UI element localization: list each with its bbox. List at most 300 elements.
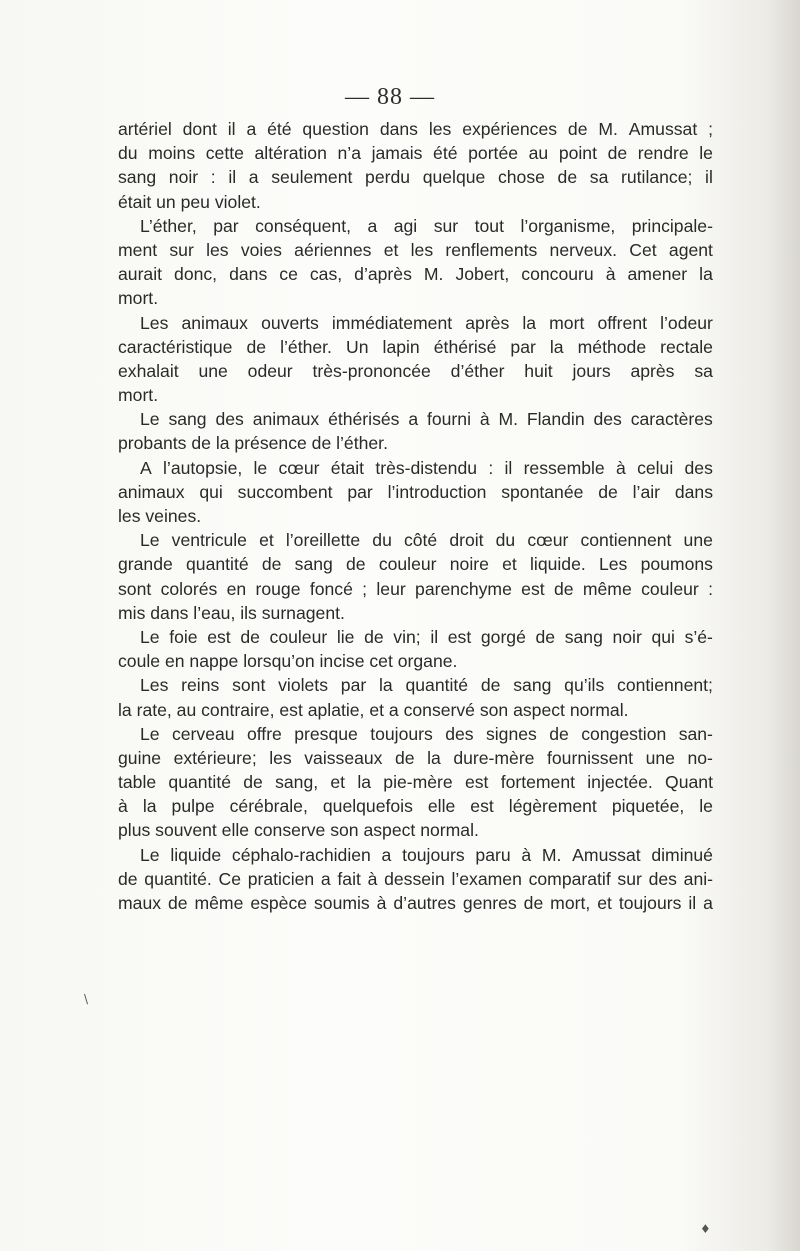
line-text (118, 165, 713, 189)
text-line (118, 262, 713, 286)
word: grande (118, 554, 173, 575)
word: agi (393, 215, 418, 236)
word: rendre (637, 143, 689, 164)
word: rectale (660, 336, 713, 357)
word: d’après (354, 264, 412, 285)
word: artériel (118, 119, 172, 139)
word: de (364, 626, 384, 647)
word: animaux (252, 409, 320, 430)
word: à (521, 844, 532, 865)
word: de (553, 578, 574, 599)
word: Quant (665, 772, 713, 793)
word: no- (687, 747, 713, 768)
word: de (567, 119, 588, 139)
text-line (118, 843, 713, 867)
word: pulpe (171, 796, 215, 817)
word: contiennent; (617, 675, 713, 696)
text-line (118, 456, 713, 480)
word: en (226, 578, 247, 599)
page-number: — 88 — (345, 84, 435, 110)
word: animaux (181, 312, 248, 333)
word: Le (140, 530, 160, 551)
word: mort, (550, 893, 591, 913)
text-line (118, 214, 713, 238)
line-text (118, 770, 713, 794)
word: genres (462, 893, 517, 913)
word: il (688, 893, 697, 913)
word: Le (140, 626, 160, 647)
word: renflements (445, 239, 538, 260)
word: à (367, 868, 378, 889)
text-line (118, 190, 713, 214)
line-text (118, 867, 713, 891)
word: dure-mère (453, 747, 535, 768)
line-text (118, 891, 713, 915)
line-text: mort. (118, 288, 159, 309)
word: très-distendu (375, 457, 478, 478)
word: Les (140, 312, 169, 333)
word: san- (678, 723, 713, 744)
word: cérébrale, (229, 796, 308, 817)
word: du (118, 143, 138, 164)
word: une (683, 530, 713, 551)
word: conséquent, (255, 215, 351, 236)
word: pie-mère (383, 772, 453, 793)
word: à (118, 796, 128, 817)
word: éthérisés (328, 409, 400, 430)
word: portée (468, 143, 519, 164)
text-line (118, 867, 713, 891)
word: Amussat (572, 844, 641, 865)
word: Le (140, 409, 160, 430)
word: cœur (278, 457, 320, 478)
word: et (502, 554, 517, 575)
word: : (708, 578, 713, 599)
word: offre (246, 723, 282, 744)
text-line (118, 649, 713, 673)
word: sa (589, 167, 609, 188)
word: de (557, 167, 578, 188)
text-line (118, 794, 713, 818)
word: celui (637, 457, 674, 478)
word: M. (541, 844, 562, 865)
word: les (410, 239, 434, 260)
word: congestion (581, 723, 667, 744)
word: et (330, 772, 346, 793)
word: les (206, 239, 229, 260)
line-text: la rate, au contraire, est aplatie, et a conservé son aspect normal. (118, 699, 629, 720)
word: quantité (168, 772, 232, 793)
word: a (246, 119, 257, 139)
word: exhalait (118, 360, 179, 381)
word: signes (485, 723, 537, 744)
word: comparatif (528, 868, 611, 889)
line-text (140, 625, 713, 649)
word: qui (651, 626, 675, 647)
line-text: plus souvent elle conserve son aspect normal. (118, 820, 479, 841)
word: de (243, 772, 263, 793)
word: à (479, 409, 490, 430)
word: colorés (160, 578, 218, 599)
word: nerveux. (549, 239, 618, 260)
word: jamais (371, 143, 423, 164)
word: cas, (309, 264, 343, 285)
word: agent (668, 239, 713, 260)
word: sang (118, 167, 157, 188)
word: soumis (313, 893, 370, 913)
word: méthode (577, 336, 647, 357)
word: table (118, 772, 157, 793)
word: diminué (651, 844, 713, 865)
word: de (598, 481, 618, 502)
text-line (118, 335, 713, 359)
line-text (118, 335, 713, 359)
word: seulement (271, 167, 353, 188)
word: couleur (378, 554, 437, 575)
word: l’odeur (660, 312, 713, 333)
line-text (140, 722, 713, 746)
word: ressemble (523, 457, 605, 478)
text-line (118, 528, 713, 552)
word: il (705, 167, 713, 188)
word: Un (345, 336, 369, 357)
word: noir (612, 626, 642, 647)
word: contiennent (580, 530, 672, 551)
word: dans (379, 119, 418, 139)
word: fortement (500, 772, 576, 793)
word: parenchyme (415, 578, 512, 599)
word: le (253, 457, 268, 478)
word: de (535, 626, 556, 647)
word: de (549, 723, 569, 744)
word: ; (708, 119, 713, 139)
text-line (118, 286, 713, 310)
word: de (480, 675, 501, 696)
word: a (367, 215, 378, 236)
word: Jobert, (455, 264, 510, 285)
text-line (118, 165, 713, 189)
word: succombent (237, 481, 333, 502)
line-text (118, 262, 713, 286)
word: sont (232, 675, 266, 696)
word: rouge (255, 578, 301, 599)
text-line (118, 311, 713, 335)
word: sang (564, 626, 603, 647)
word: dessein (384, 868, 445, 889)
text-line (118, 552, 713, 576)
word: l’organisme, (520, 215, 616, 236)
word: est (207, 626, 231, 647)
word: une (198, 360, 228, 381)
word: d’éther (450, 360, 505, 381)
word: sur (169, 239, 194, 260)
word: L’éther, (140, 215, 197, 236)
word: liquide. (530, 554, 586, 575)
line-text: les veines. (118, 506, 202, 526)
word: il (228, 167, 237, 188)
word: ventricule (171, 530, 247, 551)
word: concouru (521, 264, 594, 285)
word: question (302, 119, 369, 139)
word: M. (423, 264, 444, 285)
word: été (433, 143, 458, 164)
word: gorgé (480, 626, 526, 647)
line-text (140, 673, 713, 697)
word: la (379, 675, 393, 696)
word: elle (427, 796, 456, 817)
word: caractères (630, 409, 713, 430)
word: par (340, 675, 367, 696)
word: une (645, 747, 675, 768)
word: poumons (640, 554, 713, 575)
word: du (372, 530, 392, 551)
word: des (648, 868, 677, 889)
line-text: mis dans l’eau, ils surnagent. (118, 602, 345, 623)
word: ment (118, 239, 158, 260)
word: vin; (393, 626, 421, 647)
word: la (142, 796, 157, 817)
word: quantité. (144, 868, 212, 889)
word: qu’ils (564, 675, 605, 696)
line-text (118, 141, 713, 165)
word: praticien (247, 868, 315, 889)
word: chose (497, 167, 545, 188)
word: Les (140, 675, 169, 696)
word: de (261, 554, 282, 575)
word: côté (403, 530, 438, 551)
text-line (118, 625, 713, 649)
text-line (118, 480, 713, 504)
line-text: mort. (118, 385, 159, 406)
word: animaux (118, 481, 185, 502)
word: paru (475, 844, 511, 865)
text-line (118, 698, 713, 722)
word: par (510, 336, 536, 357)
word: Amussat (628, 119, 698, 139)
word: altération (254, 143, 327, 164)
word: sang, (275, 772, 319, 793)
word: reins (181, 675, 220, 696)
word: rutilance; (621, 167, 693, 188)
word: sa (694, 360, 713, 381)
word: la (699, 264, 713, 285)
word: principale- (631, 215, 713, 236)
word: Flandin (526, 409, 585, 430)
word: dans (674, 481, 713, 502)
word: presque (294, 723, 358, 744)
word: à (376, 893, 387, 913)
word: foncé (309, 578, 353, 599)
line-text (140, 528, 713, 552)
word: liquide (170, 844, 222, 865)
line-text (118, 794, 713, 818)
word: qui (199, 481, 223, 502)
word: toujours (370, 723, 433, 744)
word: sang (168, 409, 207, 430)
word: Les (598, 554, 628, 575)
word: et (259, 530, 274, 551)
word: toujours (402, 844, 465, 865)
word: sang (513, 675, 552, 696)
word: l’oreillette (285, 530, 361, 551)
text-line (118, 673, 713, 697)
text-line (118, 818, 713, 842)
word: ; (362, 578, 368, 599)
word: est (521, 578, 545, 599)
word: de (523, 893, 544, 913)
text-line (118, 577, 713, 601)
margin-mark: \ (84, 992, 89, 1006)
text-line (118, 359, 713, 383)
word: très-prononcée (312, 360, 431, 381)
word: espèce (250, 893, 308, 913)
word: M. (498, 409, 519, 430)
line-text: était un peu violet. (118, 191, 261, 212)
word: il (430, 626, 439, 647)
word: des (684, 457, 713, 478)
line-text: coule en nappe lorsqu’on incise cet organe. (118, 651, 458, 672)
word: par (213, 215, 239, 236)
word: maux (118, 893, 162, 913)
word: foie (169, 626, 198, 647)
word: de (167, 893, 188, 913)
word: Le (140, 723, 160, 744)
word: est (470, 796, 494, 817)
word: cœur (527, 530, 569, 551)
word: fait (337, 868, 361, 889)
word: même (582, 578, 632, 599)
line-text (118, 117, 713, 141)
line-text: probants de la présence de l’éther. (118, 433, 388, 454)
word: injectée. (587, 772, 653, 793)
text-line (118, 238, 713, 262)
word: la (522, 312, 537, 333)
line-text (118, 577, 713, 601)
word: guine (118, 747, 162, 768)
word: tout (474, 215, 504, 236)
text-line (118, 746, 713, 770)
word: Ce (218, 868, 241, 889)
word: sur (433, 215, 459, 236)
word: Cet (629, 239, 657, 260)
word: point (558, 143, 597, 164)
line-text (140, 456, 713, 480)
text-line (118, 722, 713, 746)
word: jours (572, 360, 611, 381)
word: quantité (405, 675, 469, 696)
word: extérieure; (173, 747, 257, 768)
body-text (118, 117, 713, 915)
word: aurait (118, 264, 163, 285)
line-text (140, 407, 713, 431)
text-line (118, 383, 713, 407)
word: fourni (426, 409, 471, 430)
word: il (227, 119, 236, 139)
word: à (616, 457, 626, 478)
word: s’é- (684, 626, 713, 647)
word: céphalo-rachidien (231, 844, 371, 865)
text-line (118, 407, 713, 431)
text-line (118, 770, 713, 794)
word: à (605, 264, 616, 285)
word: lapin (382, 336, 420, 357)
word: cette (205, 143, 244, 164)
word: ouverts (261, 312, 319, 333)
line-text (140, 311, 713, 335)
word: même (194, 893, 244, 913)
word: les (428, 119, 452, 139)
line-text (140, 214, 713, 238)
word: : (210, 167, 216, 188)
word: droit (449, 530, 484, 551)
word: noire (449, 554, 489, 575)
word: de (118, 868, 138, 889)
word: l’éther. (280, 336, 332, 357)
word: sont (118, 578, 152, 599)
word: et (383, 239, 399, 260)
word: ce (279, 264, 298, 285)
word: de (346, 554, 366, 575)
line-text (118, 552, 713, 576)
word: donc, (174, 264, 218, 285)
word: M. (598, 119, 618, 139)
word: huit (524, 360, 553, 381)
word: au (528, 143, 549, 164)
word: été (267, 119, 292, 139)
word: légèrement (508, 796, 597, 817)
word: caractéristique (118, 336, 233, 357)
word: ani- (683, 868, 713, 889)
word: moins (148, 143, 196, 164)
line-text (118, 238, 713, 262)
word: de (240, 626, 260, 647)
word: aériennes (294, 239, 372, 260)
word: du (495, 530, 516, 551)
word: était (330, 457, 365, 478)
corner-mark: ♦ (700, 1222, 711, 1236)
word: couleur (641, 578, 699, 599)
text-line (118, 141, 713, 165)
word: a (381, 844, 392, 865)
word: Le (140, 844, 160, 865)
word: des (593, 409, 622, 430)
text-line (118, 431, 713, 455)
word: : (488, 457, 494, 478)
word: sur (617, 868, 642, 889)
text-line (118, 117, 713, 141)
text-line (118, 601, 713, 625)
word: quelque (422, 167, 486, 188)
line-text (118, 359, 713, 383)
word: le (699, 143, 713, 164)
word: des (445, 723, 474, 744)
word: lie (336, 626, 355, 647)
word: quantité (186, 554, 249, 575)
word: n’a (337, 143, 361, 164)
word: dans (229, 264, 268, 285)
word: spontanée (501, 481, 584, 502)
word: a (408, 409, 419, 430)
word: est (464, 772, 489, 793)
word: a (703, 893, 713, 913)
word: la (357, 772, 372, 793)
word: l’introduction (387, 481, 487, 502)
word: toujours (618, 893, 682, 913)
word: l’air (632, 481, 661, 502)
word: les (269, 747, 292, 768)
line-text (118, 480, 713, 504)
word: la (427, 747, 441, 768)
